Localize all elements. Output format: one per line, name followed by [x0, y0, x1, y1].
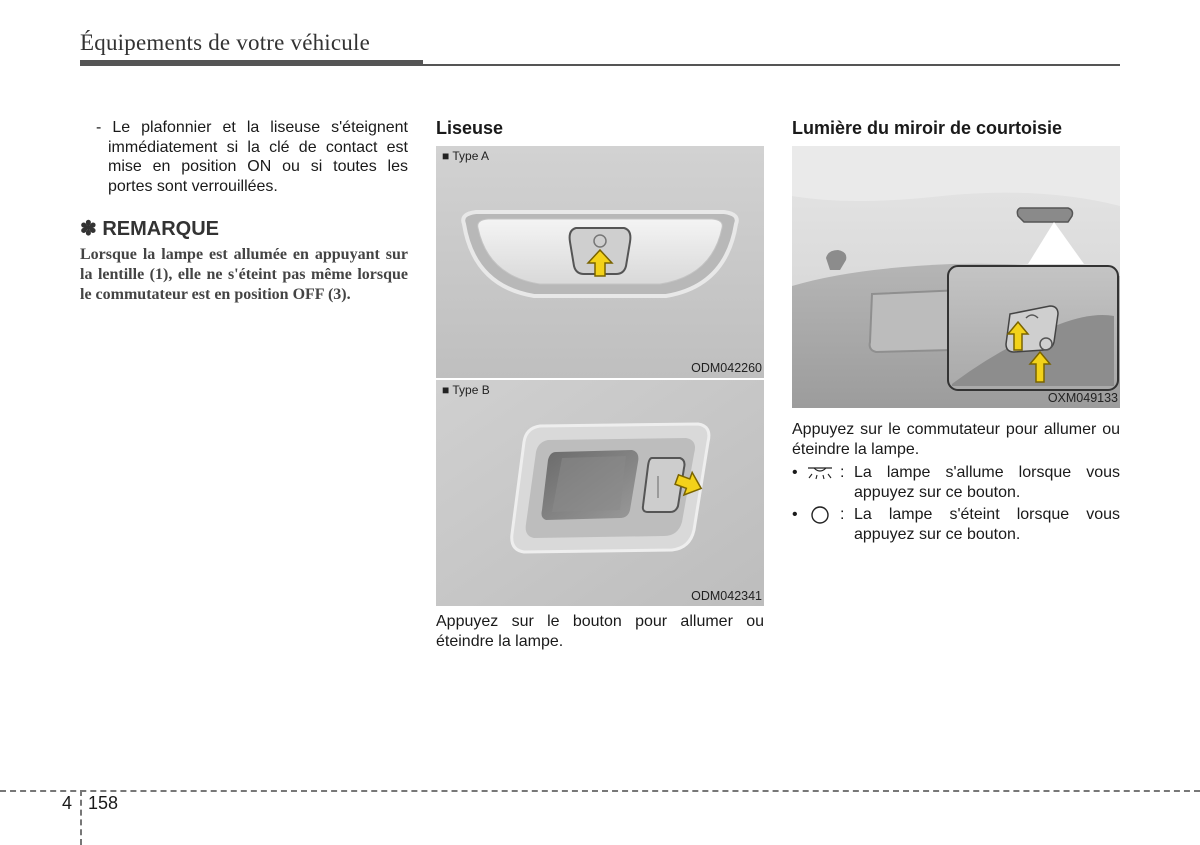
header-rule-thick: [80, 60, 423, 66]
section-number: 4: [62, 793, 73, 813]
footer-dashed-rule: [0, 790, 1200, 792]
liseuse-heading: Liseuse: [436, 118, 504, 138]
footer-dashed-divider: [80, 790, 82, 845]
vanity-mirror-lamp-illustration: [792, 146, 1120, 408]
liseuse-caption: Appuyez sur le bouton pour allumer ou éteindre la lampe.: [436, 613, 764, 650]
courtesy-mirror-heading: Lumière du miroir de courtoisie: [792, 118, 1063, 138]
page-number: 158: [88, 793, 119, 813]
lamp-on-icon: [806, 464, 834, 486]
figure-b-type-label: ■ Type B: [442, 383, 490, 397]
figure-type-b: [436, 378, 764, 606]
bullet-lamp-on: [792, 463, 1120, 502]
figure-type-a: [436, 146, 764, 378]
bullet-dot: •: [792, 464, 798, 481]
map-lamp-type-b-illustration: [436, 380, 764, 606]
remark-body: Lorsque la lampe est allumée en appuyant sur la lentille (1), elle ne s'éteint pas même lorsque le commutateur est en position OFF (3).: [80, 246, 408, 303]
figure-a-type-label: ■ Type A: [442, 149, 490, 163]
bullet-text-lamp-off: La lampe s'éteint lorsque vous appuyez sur ce bouton.: [854, 506, 1120, 543]
bullet-text-lamp-on: La lampe s'allume lorsque vous appuyez sur ce bouton.: [854, 464, 1120, 501]
figure-a-code: ODM042260: [691, 361, 762, 375]
column-1: [80, 118, 408, 305]
figure-vanity-mirror: [792, 146, 1120, 408]
courtesy-intro: Appuyez sur le commutateur pour allumer ou éteindre la lampe.: [792, 421, 1120, 458]
map-lamp-type-a-illustration: [436, 146, 764, 378]
figure-c-code: OXM049133: [1047, 391, 1118, 405]
bullet-colon: :: [840, 464, 845, 481]
bullet-dot: •: [792, 506, 798, 523]
header-rule-thin: [423, 64, 1120, 66]
courtesy-bullet-list: [792, 463, 1120, 544]
figure-b-code: ODM042341: [691, 589, 762, 603]
lamp-off-icon: [806, 506, 834, 532]
bullet-colon: :: [840, 506, 845, 523]
dash-bullet-text: - Le plafonnier et la liseuse s'éteignent immédiatement si la clé de contact est mise en position ON ou si toutes les portes sont verrouillées.: [96, 119, 408, 195]
bullet-lamp-off: [792, 505, 1120, 544]
page-header-title: Équipements de votre véhicule: [80, 30, 371, 55]
remark-heading: ✽ REMARQUE: [80, 218, 219, 240]
